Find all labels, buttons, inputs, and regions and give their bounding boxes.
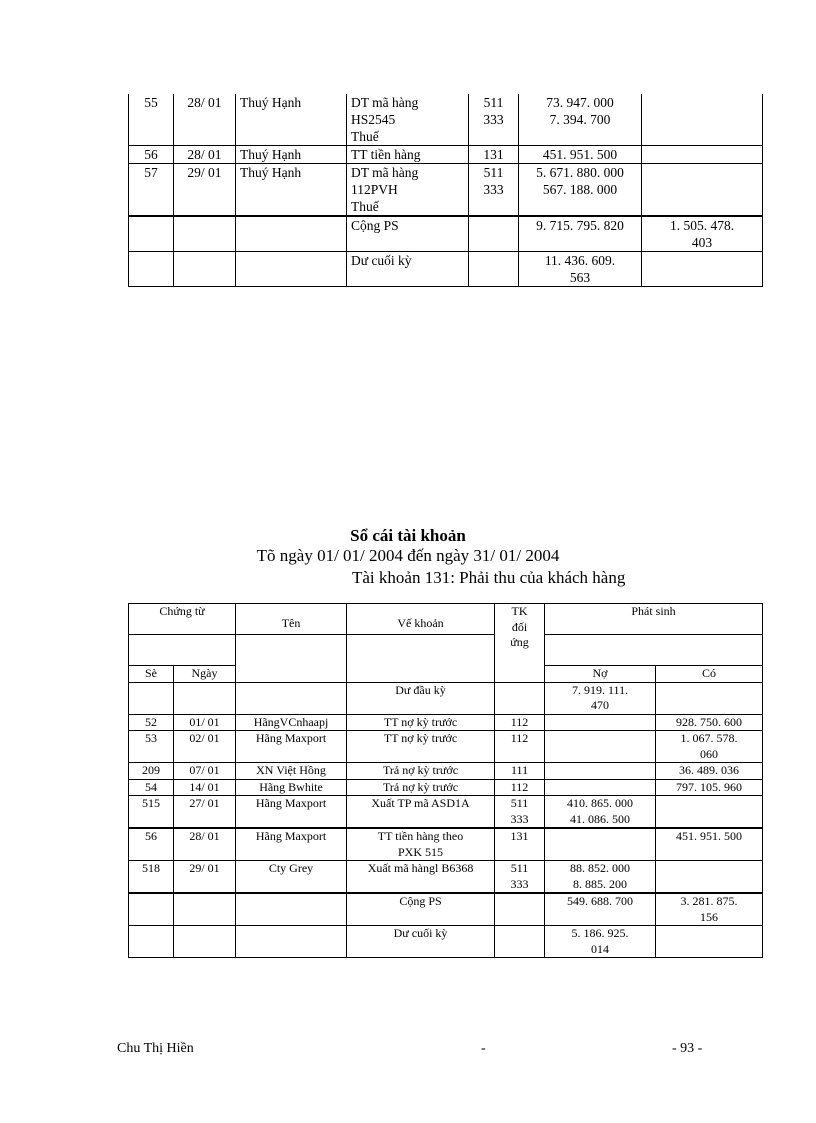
credit-amount: [642, 164, 763, 217]
header-co: Có: [656, 666, 763, 683]
table-row: [129, 779, 763, 796]
table-row: [129, 164, 763, 217]
doc-number: [129, 682, 174, 714]
credit-amount: 928. 750. 600: [656, 714, 763, 731]
header-ve-khoan: Vế khoản: [347, 604, 495, 635]
party-name: Hãng Maxport: [236, 828, 347, 861]
doc-date: 14/ 01: [174, 779, 236, 796]
debit-amount: 410. 865. 000 41. 086. 500: [545, 796, 656, 829]
party-name: Hãng Bwhite: [236, 779, 347, 796]
description: Dư đầu kỳ: [347, 682, 495, 714]
table-row-total: [129, 216, 763, 252]
table-row-closing: [129, 926, 763, 958]
doc-number: 53: [129, 731, 174, 763]
party-name: HãngVCnhaapj: [236, 714, 347, 731]
header-phat-sinh: Phát sinh: [545, 604, 763, 635]
contra-account: [469, 252, 519, 287]
description: TT nợ kỳ trước: [347, 714, 495, 731]
page-number: - 93 -: [672, 1041, 703, 1056]
table-row: [129, 796, 763, 829]
credit-amount: [642, 146, 763, 164]
doc-date: [174, 682, 236, 714]
header-spacer-row: [129, 635, 763, 666]
debit-amount: [545, 714, 656, 731]
party-name: XN Việt Hồng: [236, 763, 347, 780]
table-row: [129, 861, 763, 894]
debit-amount: [545, 828, 656, 861]
contra-account: 112: [495, 779, 545, 796]
ledger-title: Sổ cái tài khoản: [350, 526, 466, 545]
ledger-period: Tõ ngày 01/ 01/ 2004 đến ngày 31/ 01/ 2004: [256, 546, 560, 565]
party-name: [236, 682, 347, 714]
party-name: [236, 252, 347, 287]
ledger-table: [128, 603, 763, 958]
credit-amount: [642, 252, 763, 287]
credit-amount: 36. 489. 036: [656, 763, 763, 780]
contra-account: 131: [469, 146, 519, 164]
description: Dư cuối kỳ: [347, 926, 495, 958]
table-row: [129, 714, 763, 731]
doc-number: 515: [129, 796, 174, 829]
credit-amount: 1. 067. 578. 060: [656, 731, 763, 763]
header-tk-doi-ung: TK đối ứng: [495, 604, 545, 683]
header-blank: [129, 635, 236, 666]
debit-amount: [545, 779, 656, 796]
header-ten: Tên: [236, 604, 347, 635]
debit-amount: 5. 186. 925. 014: [545, 926, 656, 958]
header-blank: [545, 635, 763, 666]
credit-amount: 1. 505. 478. 403: [642, 216, 763, 252]
doc-date: 01/ 01: [174, 714, 236, 731]
description: DT mã hàng HS2545 Thuế: [347, 94, 469, 146]
party-name: [236, 926, 347, 958]
doc-number: 54: [129, 779, 174, 796]
credit-amount: [656, 861, 763, 894]
party-name: [236, 216, 347, 252]
credit-amount: 451. 951. 500: [656, 828, 763, 861]
credit-amount: [656, 796, 763, 829]
header-so: Sè: [129, 666, 174, 683]
header-row: [129, 604, 763, 635]
doc-date: 28/ 01: [174, 146, 236, 164]
credit-amount: 3. 281. 875. 156: [656, 893, 763, 926]
doc-date: [174, 926, 236, 958]
credit-amount: 797. 105. 960: [656, 779, 763, 796]
description: DT mã hàng 112PVH Thuế: [347, 164, 469, 217]
doc-date: 28/ 01: [174, 828, 236, 861]
doc-number: [129, 893, 174, 926]
debit-amount: 9. 715. 795. 820: [519, 216, 642, 252]
ledger-account: Tài khoản 131: Phải thu của khách hàng: [352, 568, 626, 587]
debit-amount: 88. 852. 000 8. 885. 200: [545, 861, 656, 894]
doc-date: 29/ 01: [174, 861, 236, 894]
contra-account: [495, 926, 545, 958]
debit-amount: 11. 436. 609. 563: [519, 252, 642, 287]
contra-account: [469, 216, 519, 252]
description: Cộng PS: [347, 893, 495, 926]
doc-number: 52: [129, 714, 174, 731]
party-name: Hãng Maxport: [236, 731, 347, 763]
debit-amount: [545, 763, 656, 780]
debit-amount: 451. 951. 500: [519, 146, 642, 164]
doc-number: 55: [129, 94, 174, 146]
contra-account: 112: [495, 731, 545, 763]
contra-account: 511 333: [469, 94, 519, 146]
doc-date: [174, 216, 236, 252]
table-row: [129, 731, 763, 763]
credit-amount: [642, 94, 763, 146]
header-ngay: Ngày: [174, 666, 236, 683]
doc-number: 57: [129, 164, 174, 217]
table-row: [129, 94, 763, 146]
doc-number: 56: [129, 146, 174, 164]
description: TT nợ kỳ trước: [347, 731, 495, 763]
footer-separator: -: [481, 1041, 486, 1056]
doc-number: [129, 926, 174, 958]
doc-number: 209: [129, 763, 174, 780]
party-name: Thuý Hạnh: [236, 146, 347, 164]
doc-date: 07/ 01: [174, 763, 236, 780]
table-row-opening: [129, 682, 763, 714]
description: TT tiền hàng: [347, 146, 469, 164]
doc-date: 02/ 01: [174, 731, 236, 763]
contra-account: 112: [495, 714, 545, 731]
description: TT tiền hàng theo PXK 515: [347, 828, 495, 861]
doc-date: 27/ 01: [174, 796, 236, 829]
header-blank: [347, 635, 495, 683]
debit-amount: 549. 688. 700: [545, 893, 656, 926]
contra-account: 111: [495, 763, 545, 780]
party-name: Cty Grey: [236, 861, 347, 894]
contra-account: 511 333: [469, 164, 519, 217]
debit-amount: [545, 731, 656, 763]
table-row: [129, 146, 763, 164]
debit-amount: 5. 671. 880. 000 567. 188. 000: [519, 164, 642, 217]
description: Trả nợ kỳ trước: [347, 779, 495, 796]
credit-amount: [656, 926, 763, 958]
contra-account: 511 333: [495, 861, 545, 894]
contra-account: 511 333: [495, 796, 545, 829]
party-name: Hãng Maxport: [236, 796, 347, 829]
debit-amount: 7. 919. 111. 470: [545, 682, 656, 714]
contra-account: 131: [495, 828, 545, 861]
header-blank: [236, 635, 347, 683]
description: Trả nợ kỳ trước: [347, 763, 495, 780]
description: Cộng PS: [347, 216, 469, 252]
header-no: Nợ: [545, 666, 656, 683]
party-name: Thuý Hạnh: [236, 164, 347, 217]
party-name: [236, 893, 347, 926]
table-row: [129, 828, 763, 861]
description: Dư cuối kỳ: [347, 252, 469, 287]
doc-number: [129, 216, 174, 252]
table-row-total: [129, 893, 763, 926]
continuation-table: [128, 94, 763, 287]
contra-account: [495, 893, 545, 926]
contra-account: [495, 682, 545, 714]
doc-number: 518: [129, 861, 174, 894]
doc-number: 56: [129, 828, 174, 861]
party-name: Thuý Hạnh: [236, 94, 347, 146]
description: Xuất mã hàngl B6368: [347, 861, 495, 894]
debit-amount: 73. 947. 000 7. 394. 700: [519, 94, 642, 146]
doc-date: 28/ 01: [174, 94, 236, 146]
credit-amount: [656, 682, 763, 714]
footer-author: Chu Thị Hiền: [117, 1041, 194, 1056]
doc-date: [174, 252, 236, 287]
doc-number: [129, 252, 174, 287]
table-row: [129, 763, 763, 780]
header-chung-tu: Chứng từ: [129, 604, 236, 635]
doc-date: [174, 893, 236, 926]
description: Xuất TP mã ASD1A: [347, 796, 495, 829]
table-row-closing: [129, 252, 763, 287]
doc-date: 29/ 01: [174, 164, 236, 217]
